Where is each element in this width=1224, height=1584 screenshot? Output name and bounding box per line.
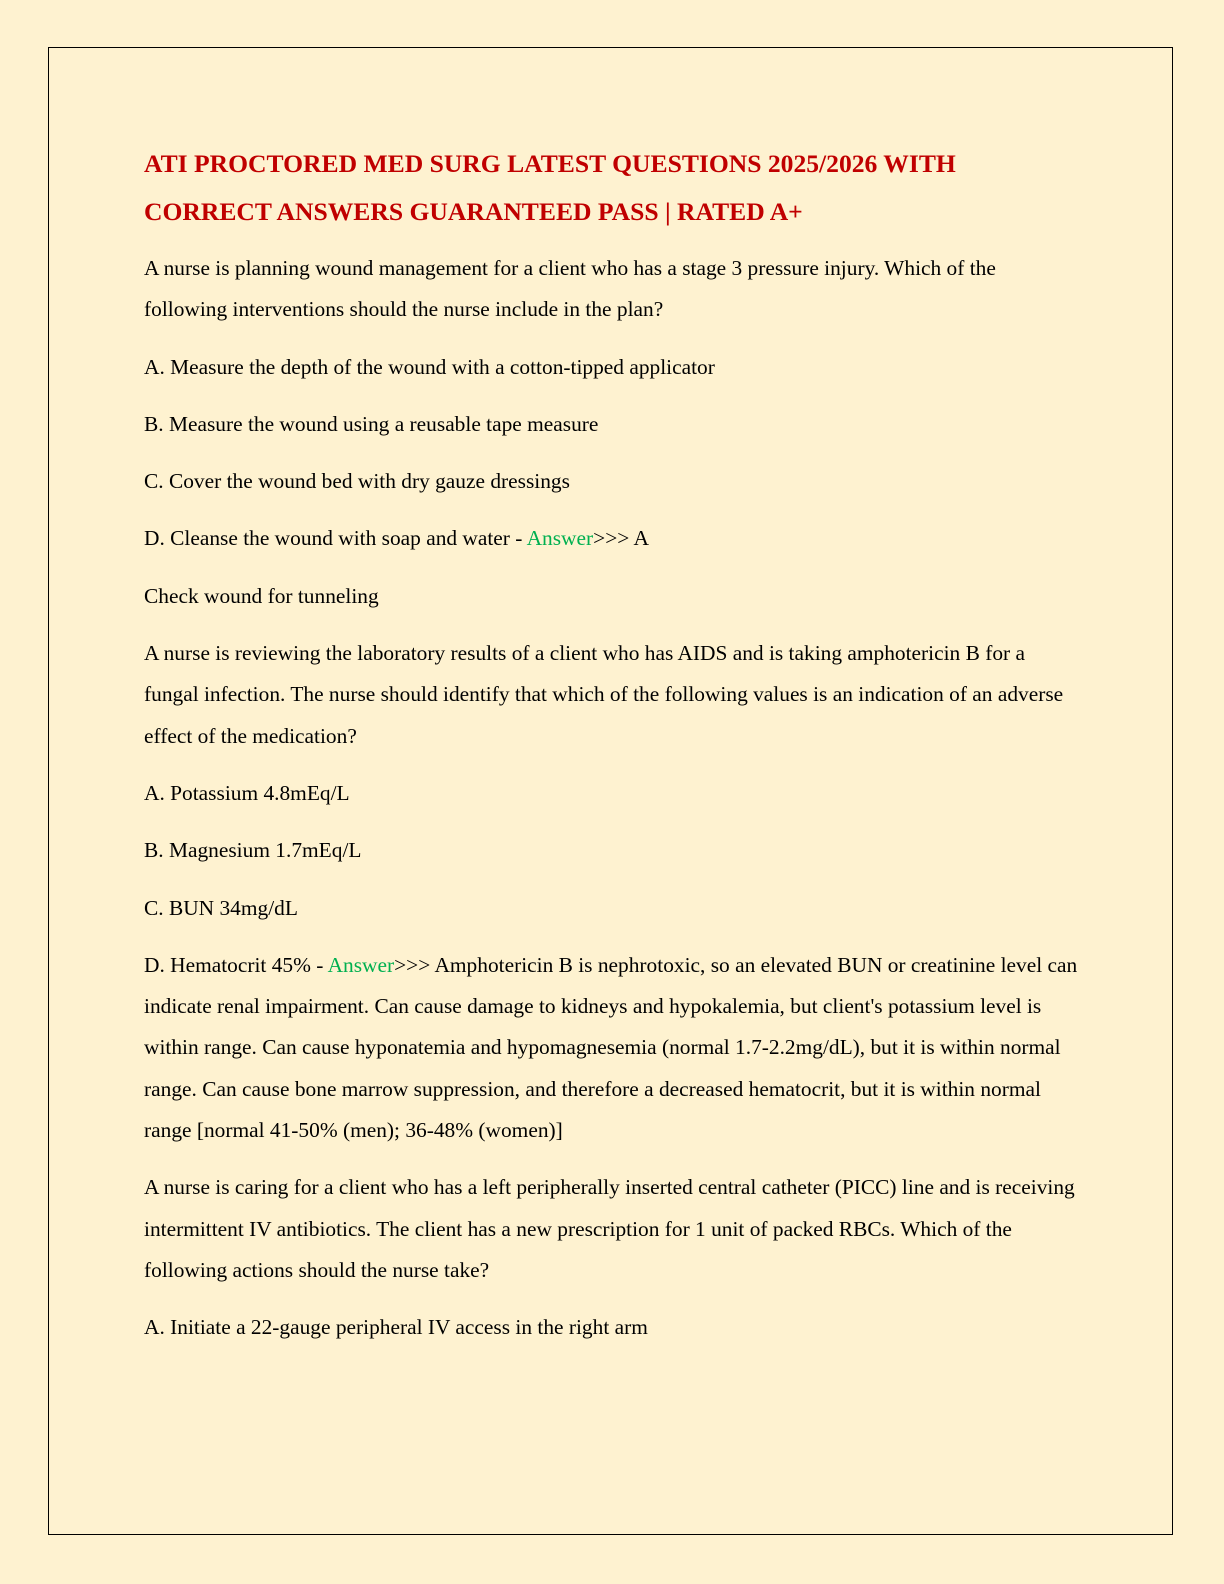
document-content (144, 140, 1084, 1365)
question-1-option-d (144, 518, 1084, 559)
question-1-rationale: Check wound for tunneling (144, 583, 379, 608)
question-2-option-b: B. Magnesium 1.7mEq/L (144, 838, 362, 863)
question-2-option-d (144, 945, 1084, 1151)
question-3-stem: A nurse is caring for a client who has a left peripherally inserted central catheter (PICC) line and is receiving intermittent IV antibiotics. The client has a new prescription for 1 unit of packed RBCs. Which of the following actions should the nurse take? (144, 1175, 1075, 1282)
question-2-option-d-text: D. Hematocrit 45% - (144, 952, 328, 977)
question-2-answer-text: >>> Amphotericin B is nephrotoxic, so an elevated BUN or creatinine level can indicate renal impairment. Can cause damage to kidneys and hypokalemia, but client's potassium level is within range. Can cause hyponatemia and hypomagnesemia (normal 1.7-2.2mg/dL), but it is within normal range. Can cause bone marrow suppression, and therefore a decreased hematocrit, but it is within normal range [normal 41-50% (men); 36-48% (women)] (144, 952, 1078, 1143)
document-title: ATI PROCTORED MED SURG LATEST QUESTIONS 2025/2026 WITH CORRECT ANSWERS GUARANTEED PASS | RATED A+ (144, 149, 956, 226)
question-1-option-a: A. Measure the depth of the wound with a cotton-tipped applicator (144, 354, 715, 379)
question-2-option-c: C. BUN 34mg/dL (144, 895, 298, 920)
question-1-option-d-text: D. Cleanse the wound with soap and water - (144, 526, 527, 551)
question-1-option-b: B. Measure the wound using a reusable tape measure (144, 411, 599, 436)
question-1-answer-text: >>> A (593, 526, 649, 551)
question-2-option-a: A. Potassium 4.8mEq/L (144, 780, 350, 805)
question-3-option-a: A. Initiate a 22-gauge peripheral IV access in the right arm (144, 1315, 648, 1340)
question-1-stem: A nurse is planning wound management for a client who has a stage 3 pressure injury. Which of the following interventions should the nurse include in the plan? (144, 256, 996, 322)
question-1-answer-label: Answer (526, 526, 594, 551)
question-2-stem: A nurse is reviewing the laboratory results of a client who has AIDS and is taking amphotericin B for a fungal infection. The nurse should identify that which of the following values is an indication of an adverse effect of the medication? (144, 641, 1064, 748)
question-2-answer-label: Answer (327, 952, 395, 977)
question-1-option-c: C. Cover the wound bed with dry gauze dressings (144, 469, 570, 494)
